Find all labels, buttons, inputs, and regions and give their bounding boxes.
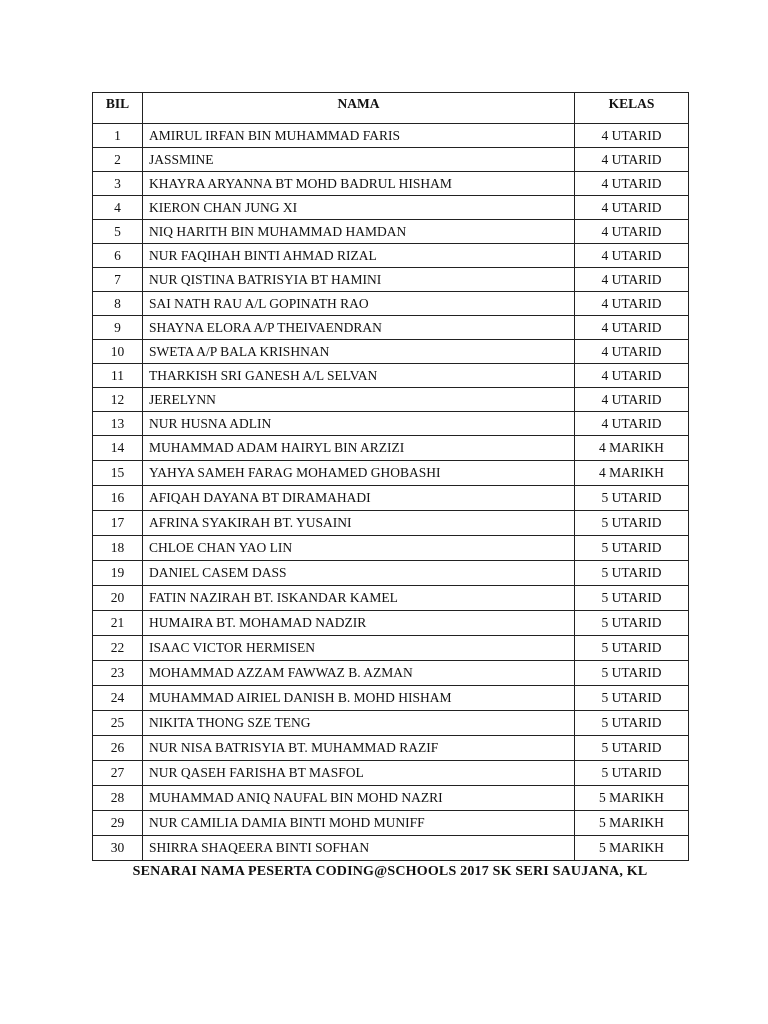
row-kelas: 4 UTARID	[575, 292, 689, 316]
row-nama: KHAYRA ARYANNA BT MOHD BADRUL HISHAM	[143, 172, 575, 196]
table-row	[93, 536, 689, 561]
row-kelas: 5 UTARID	[575, 736, 689, 761]
table-row	[93, 244, 689, 268]
row-nama: AFIQAH DAYANA BT DIRAMAHADI	[143, 486, 575, 511]
table-body	[93, 124, 689, 861]
row-bil: 16	[93, 486, 143, 511]
row-nama: NUR FAQIHAH BINTI AHMAD RIZAL	[143, 244, 575, 268]
row-kelas: 5 UTARID	[575, 511, 689, 536]
row-kelas: 5 UTARID	[575, 486, 689, 511]
participant-table	[92, 92, 689, 861]
table-row	[93, 561, 689, 586]
row-kelas: 5 UTARID	[575, 711, 689, 736]
row-nama: MUHAMMAD ANIQ NAUFAL BIN MOHD NAZRI	[143, 786, 575, 811]
table-row	[93, 486, 689, 511]
row-nama: NUR HUSNA ADLIN	[143, 412, 575, 436]
row-nama: MUHAMMAD ADAM HAIRYL BIN ARZIZI	[143, 436, 575, 461]
row-kelas: 4 UTARID	[575, 244, 689, 268]
row-bil: 17	[93, 511, 143, 536]
row-kelas: 4 UTARID	[575, 412, 689, 436]
table-row	[93, 711, 689, 736]
row-bil: 3	[93, 172, 143, 196]
row-bil: 21	[93, 611, 143, 636]
table-row	[93, 364, 689, 388]
table-row	[93, 836, 689, 861]
row-kelas: 5 UTARID	[575, 586, 689, 611]
table-row	[93, 461, 689, 486]
row-nama: HUMAIRA BT. MOHAMAD NADZIR	[143, 611, 575, 636]
row-kelas: 4 MARIKH	[575, 436, 689, 461]
row-nama: THARKISH SRI GANESH A/L SELVAN	[143, 364, 575, 388]
row-nama: CHLOE CHAN YAO LIN	[143, 536, 575, 561]
row-kelas: 4 UTARID	[575, 316, 689, 340]
row-bil: 27	[93, 761, 143, 786]
row-kelas: 4 UTARID	[575, 172, 689, 196]
row-kelas: 4 UTARID	[575, 364, 689, 388]
table-row	[93, 586, 689, 611]
row-bil: 4	[93, 196, 143, 220]
header-nama: NAMA	[143, 93, 575, 124]
row-bil: 7	[93, 268, 143, 292]
row-nama: NUR CAMILIA DAMIA BINTI MOHD MUNIFF	[143, 811, 575, 836]
table-row	[93, 412, 689, 436]
table-row	[93, 811, 689, 836]
table-row	[93, 292, 689, 316]
row-bil: 23	[93, 661, 143, 686]
row-bil: 13	[93, 412, 143, 436]
row-nama: AFRINA SYAKIRAH BT. YUSAINI	[143, 511, 575, 536]
row-nama: DANIEL CASEM DASS	[143, 561, 575, 586]
row-bil: 12	[93, 388, 143, 412]
row-kelas: 5 UTARID	[575, 636, 689, 661]
row-nama: JASSMINE	[143, 148, 575, 172]
row-kelas: 4 MARIKH	[575, 461, 689, 486]
table-row	[93, 786, 689, 811]
row-kelas: 4 UTARID	[575, 268, 689, 292]
table-row	[93, 220, 689, 244]
row-nama: AMIRUL IRFAN BIN MUHAMMAD FARIS	[143, 124, 575, 148]
table-row	[93, 661, 689, 686]
table-row	[93, 340, 689, 364]
row-kelas: 4 UTARID	[575, 124, 689, 148]
row-kelas: 4 UTARID	[575, 388, 689, 412]
row-bil: 6	[93, 244, 143, 268]
row-bil: 2	[93, 148, 143, 172]
row-kelas: 4 UTARID	[575, 196, 689, 220]
table-row	[93, 196, 689, 220]
row-kelas: 5 MARIKH	[575, 811, 689, 836]
row-bil: 19	[93, 561, 143, 586]
row-kelas: 5 UTARID	[575, 611, 689, 636]
row-bil: 29	[93, 811, 143, 836]
row-kelas: 5 UTARID	[575, 536, 689, 561]
table-row	[93, 268, 689, 292]
row-nama: NIQ HARITH BIN MUHAMMAD HAMDAN	[143, 220, 575, 244]
row-kelas: 4 UTARID	[575, 220, 689, 244]
row-bil: 25	[93, 711, 143, 736]
row-bil: 18	[93, 536, 143, 561]
row-bil: 24	[93, 686, 143, 711]
table-row	[93, 611, 689, 636]
document-caption: SENARAI NAMA PESERTA CODING@SCHOOLS 2017 SK SERI SAUJANA, KL	[132, 864, 648, 879]
table-row	[93, 636, 689, 661]
row-kelas: 4 UTARID	[575, 340, 689, 364]
table-row	[93, 736, 689, 761]
header-bil: BIL	[93, 93, 143, 124]
row-nama: MOHAMMAD AZZAM FAWWAZ B. AZMAN	[143, 661, 575, 686]
row-nama: YAHYA SAMEH FARAG MOHAMED GHOBASHI	[143, 461, 575, 486]
row-bil: 14	[93, 436, 143, 461]
row-kelas: 5 MARIKH	[575, 836, 689, 861]
row-nama: SHIRRA SHAQEERA BINTI SOFHAN	[143, 836, 575, 861]
row-kelas: 5 UTARID	[575, 761, 689, 786]
row-bil: 10	[93, 340, 143, 364]
row-kelas: 5 UTARID	[575, 686, 689, 711]
row-nama: KIERON CHAN JUNG XI	[143, 196, 575, 220]
table-row	[93, 511, 689, 536]
row-nama: NUR QISTINA BATRISYIA BT HAMINI	[143, 268, 575, 292]
table-row	[93, 124, 689, 148]
row-kelas: 4 UTARID	[575, 148, 689, 172]
row-nama: MUHAMMAD AIRIEL DANISH B. MOHD HISHAM	[143, 686, 575, 711]
table-row	[93, 436, 689, 461]
row-nama: ISAAC VICTOR HERMISEN	[143, 636, 575, 661]
row-bil: 26	[93, 736, 143, 761]
row-kelas: 5 UTARID	[575, 561, 689, 586]
row-nama: NIKITA THONG SZE TENG	[143, 711, 575, 736]
row-kelas: 5 MARIKH	[575, 786, 689, 811]
row-nama: FATIN NAZIRAH BT. ISKANDAR KAMEL	[143, 586, 575, 611]
row-bil: 8	[93, 292, 143, 316]
row-bil: 5	[93, 220, 143, 244]
row-nama: NUR QASEH FARISHA BT MASFOL	[143, 761, 575, 786]
table-row	[93, 316, 689, 340]
row-nama: SAI NATH RAU A/L GOPINATH RAO	[143, 292, 575, 316]
row-kelas: 5 UTARID	[575, 661, 689, 686]
row-bil: 11	[93, 364, 143, 388]
table-row	[93, 761, 689, 786]
row-bil: 15	[93, 461, 143, 486]
table-row	[93, 172, 689, 196]
row-bil: 9	[93, 316, 143, 340]
row-bil: 22	[93, 636, 143, 661]
row-nama: SWETA A/P BALA KRISHNAN	[143, 340, 575, 364]
row-nama: SHAYNA ELORA A/P THEIVAENDRAN	[143, 316, 575, 340]
table-row	[93, 388, 689, 412]
table-row	[93, 148, 689, 172]
row-bil: 20	[93, 586, 143, 611]
row-bil: 30	[93, 836, 143, 861]
table-row	[93, 686, 689, 711]
header-kelas: KELAS	[575, 93, 689, 124]
row-nama: JERELYNN	[143, 388, 575, 412]
row-bil: 1	[93, 124, 143, 148]
row-bil: 28	[93, 786, 143, 811]
table-header-row	[93, 93, 689, 124]
row-nama: NUR NISA BATRISYIA BT. MUHAMMAD RAZIF	[143, 736, 575, 761]
